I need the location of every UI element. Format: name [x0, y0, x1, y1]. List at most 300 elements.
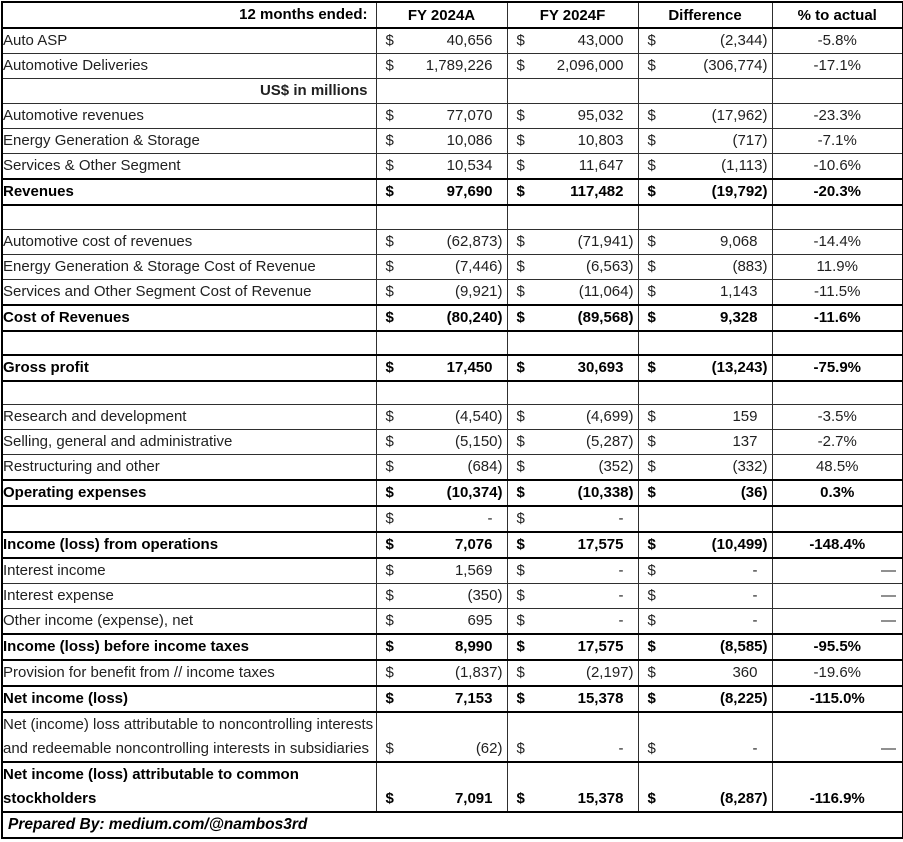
cell-fy2024a: [376, 279, 507, 305]
cell-label: Services and Other Segment Cost of Revenue: [2, 279, 376, 305]
amount-value: (8,585): [719, 638, 768, 655]
cell-fy2024f: [507, 712, 638, 762]
cell-pct-to-actual: -115.0%: [772, 686, 903, 712]
currency-symbol: $: [647, 32, 656, 49]
cell-fy2024a: [376, 54, 507, 79]
cell-fy2024f: [507, 609, 638, 635]
money-cell: [377, 306, 507, 330]
currency-symbol: $: [516, 257, 525, 275]
amount-value: (350): [467, 587, 503, 604]
amount-value: -: [752, 740, 758, 757]
money-cell: [639, 255, 772, 279]
cell-label: Operating expenses: [2, 480, 376, 506]
money-cell: [508, 180, 638, 204]
cell-fy2024a: [376, 104, 507, 129]
cell-fy2024a: [376, 154, 507, 180]
cell-difference: [638, 331, 772, 355]
cell-pct-to-actual: -5.8%: [772, 28, 903, 54]
amount-value: 7,076: [454, 536, 493, 553]
amount-value: 43,000: [577, 32, 624, 49]
currency-symbol: $: [385, 57, 394, 74]
amount-value: (5,287): [585, 433, 634, 450]
currency-symbol: $: [647, 458, 656, 475]
amount-value: (10,338): [577, 484, 634, 501]
header-col-pct-to-actual: % to actual: [772, 2, 903, 28]
currency-symbol: $: [647, 790, 656, 807]
amount-value: -: [618, 562, 624, 579]
amount-value: (684): [467, 458, 503, 475]
money-cell: [639, 405, 772, 429]
amount-value: 77,070: [446, 107, 493, 124]
cell-pct-to-actual: -11.6%: [772, 305, 903, 331]
currency-symbol: $: [516, 107, 525, 124]
cell-fy2024a: [376, 381, 507, 405]
cell-fy2024f: [507, 634, 638, 660]
money-cell: [508, 280, 638, 304]
money-cell: [377, 29, 507, 53]
currency-symbol: $: [647, 157, 656, 174]
cell-difference: [638, 430, 772, 455]
money-cell: [639, 356, 772, 380]
amount-value: (89,568): [577, 308, 634, 326]
cell-pct-to-actual: -116.9%: [772, 762, 903, 812]
money-cell: [377, 356, 507, 380]
amount-value: 15,378: [577, 690, 624, 707]
cell-fy2024a: [376, 686, 507, 712]
currency-symbol: $: [385, 638, 394, 655]
currency-symbol: $: [516, 57, 525, 74]
money-cell: [639, 481, 772, 505]
cell-pct-to-actual: -10.6%: [772, 154, 903, 180]
cell-fy2024f: [507, 480, 638, 506]
money-cell: [639, 129, 772, 153]
cell-label: Provision for benefit from // income taxes: [2, 660, 376, 686]
money-cell: [377, 455, 507, 479]
cell-fy2024a: [376, 129, 507, 154]
currency-symbol: $: [385, 664, 394, 681]
money-cell: [508, 230, 638, 254]
cell-difference: [638, 762, 772, 812]
currency-symbol: $: [647, 433, 656, 450]
cell-fy2024a: [376, 455, 507, 481]
currency-symbol: $: [647, 282, 656, 300]
money-cell: [639, 54, 772, 78]
amount-value: 8,990: [454, 638, 493, 655]
money-cell: [377, 609, 507, 633]
cell-label: Automotive Deliveries: [2, 54, 376, 79]
money-cell: [377, 280, 507, 304]
amount-value: (80,240): [446, 308, 503, 326]
currency-symbol: $: [516, 308, 525, 326]
table-row: [2, 506, 903, 532]
table-row: [2, 532, 903, 558]
cell-pct-to-actual: -23.3%: [772, 104, 903, 129]
cell-fy2024f: [507, 205, 638, 229]
money-cell: [508, 104, 638, 128]
cell-fy2024f: [507, 254, 638, 279]
currency-symbol: $: [516, 510, 525, 527]
currency-symbol: $: [516, 562, 525, 579]
cell-difference: [638, 405, 772, 430]
cell-label: [2, 381, 376, 405]
currency-symbol: $: [385, 308, 394, 326]
cell-fy2024f: [507, 762, 638, 812]
cell-label: Research and development: [2, 405, 376, 430]
amount-value: (6,563): [585, 257, 634, 275]
amount-value: -: [752, 587, 758, 604]
currency-symbol: $: [516, 536, 525, 553]
cell-label: [2, 506, 376, 532]
money-cell: [639, 154, 772, 178]
amount-value: -: [752, 612, 758, 629]
amount-value: (62): [475, 740, 503, 757]
table-row: [2, 355, 903, 381]
cell-pct-to-actual: -14.4%: [772, 229, 903, 254]
money-cell: [639, 687, 772, 711]
cell-fy2024a: [376, 331, 507, 355]
amount-value: 137: [732, 433, 758, 450]
cell-difference: [638, 558, 772, 584]
cell-label: Other income (expense), net: [2, 609, 376, 635]
cell-fy2024a: [376, 480, 507, 506]
amount-value: 11,647: [578, 157, 624, 174]
cell-fy2024f: [507, 179, 638, 205]
prepared-by-credit: Prepared By: medium.com/@nambos3rd: [2, 812, 903, 838]
cell-pct-to-actual: [772, 506, 903, 532]
table-row: [2, 660, 903, 686]
cell-pct-to-actual: -19.6%: [772, 660, 903, 686]
money-cell: [377, 661, 507, 685]
cell-difference: [638, 104, 772, 129]
table-row: [2, 381, 903, 405]
cell-pct-to-actual: 11.9%: [772, 254, 903, 279]
currency-symbol: $: [647, 587, 656, 604]
cell-fy2024a: [376, 79, 507, 104]
currency-symbol: $: [516, 612, 525, 629]
money-cell: [639, 104, 772, 128]
table-row: [2, 712, 903, 762]
currency-symbol: $: [385, 536, 394, 553]
money-cell: [508, 481, 638, 505]
money-cell: [508, 507, 638, 531]
cell-difference: [638, 279, 772, 305]
amount-value: (1,837): [454, 664, 503, 681]
money-cell: [377, 104, 507, 128]
table-row: [2, 305, 903, 331]
table-row: [2, 54, 903, 79]
table-row: [2, 686, 903, 712]
currency-symbol: $: [385, 107, 394, 124]
amount-value: (17,962): [711, 107, 768, 124]
money-cell: [377, 180, 507, 204]
cell-label: [2, 205, 376, 229]
cell-fy2024f: [507, 279, 638, 305]
cell-difference: [638, 609, 772, 635]
cell-fy2024a: [376, 229, 507, 254]
cell-label: Interest income: [2, 558, 376, 584]
currency-symbol: $: [647, 57, 656, 74]
cell-fy2024a: [376, 660, 507, 686]
cell-label: Income (loss) before income taxes: [2, 634, 376, 660]
cell-difference: [638, 355, 772, 381]
cell-label: Net (income) loss attributable to noncontrolling interests and redeemable noncontrolling interests in subsidiaries: [2, 712, 376, 762]
cell-fy2024a: [376, 558, 507, 584]
money-cell: [508, 430, 638, 454]
cell-difference: [638, 229, 772, 254]
cell-difference: [638, 660, 772, 686]
table-row: [2, 104, 903, 129]
cell-pct-to-actual: -17.1%: [772, 54, 903, 79]
cell-difference: [638, 254, 772, 279]
money-cell: [639, 609, 772, 633]
amount-value: (2,197): [585, 664, 634, 681]
cell-fy2024f: [507, 355, 638, 381]
money-cell: [377, 129, 507, 153]
cell-fy2024a: [376, 305, 507, 331]
money-cell: [508, 661, 638, 685]
cell-label: Net income (loss) attributable to common stockholders: [2, 762, 376, 812]
cell-pct-to-actual: -2.7%: [772, 430, 903, 455]
cell-pct-to-actual: —: [772, 609, 903, 635]
table-row: [2, 405, 903, 430]
amount-value: (2,344): [719, 32, 768, 49]
money-cell: [639, 787, 772, 811]
amount-value: (883): [732, 257, 768, 275]
cell-pct-to-actual: 0.3%: [772, 480, 903, 506]
money-cell: [508, 129, 638, 153]
header-col-fy2024a: FY 2024A: [376, 2, 507, 28]
cell-fy2024a: [376, 405, 507, 430]
cell-label: Net income (loss): [2, 686, 376, 712]
cell-difference: [638, 28, 772, 54]
table-row: [2, 331, 903, 355]
currency-symbol: $: [516, 32, 525, 49]
amount-value: (7,446): [454, 257, 503, 275]
currency-symbol: $: [516, 587, 525, 604]
money-cell: [377, 687, 507, 711]
cell-label: Services & Other Segment: [2, 154, 376, 180]
table-row: [2, 584, 903, 609]
currency-symbol: $: [647, 257, 656, 275]
currency-symbol: $: [385, 157, 394, 174]
table-row: [2, 609, 903, 635]
cell-pct-to-actual: [772, 79, 903, 104]
table-footer-row: [2, 812, 903, 838]
currency-symbol: $: [647, 358, 656, 376]
cell-label: Automotive cost of revenues: [2, 229, 376, 254]
table-row: [2, 254, 903, 279]
currency-symbol: $: [647, 664, 656, 681]
currency-symbol: $: [385, 132, 394, 149]
money-cell: [508, 54, 638, 78]
header-col-difference: Difference: [638, 2, 772, 28]
cell-difference: [638, 129, 772, 154]
money-cell: [639, 737, 772, 761]
table-row: [2, 179, 903, 205]
cell-pct-to-actual: 48.5%: [772, 455, 903, 481]
currency-symbol: $: [647, 183, 656, 200]
cell-label: Cost of Revenues: [2, 305, 376, 331]
cell-pct-to-actual: -95.5%: [772, 634, 903, 660]
currency-symbol: $: [647, 740, 656, 757]
amount-value: (9,921): [454, 282, 503, 300]
currency-symbol: $: [385, 183, 394, 200]
currency-symbol: $: [516, 282, 525, 300]
money-cell: [508, 559, 638, 583]
amount-value: (1,113): [721, 157, 768, 174]
cell-label: Gross profit: [2, 355, 376, 381]
currency-symbol: $: [385, 282, 394, 300]
currency-symbol: $: [516, 664, 525, 681]
money-cell: [377, 559, 507, 583]
cell-fy2024a: [376, 634, 507, 660]
cell-difference: [638, 634, 772, 660]
cell-label: Energy Generation & Storage: [2, 129, 376, 154]
cell-fy2024f: [507, 79, 638, 104]
table-row: [2, 129, 903, 154]
table-row: [2, 558, 903, 584]
amount-value: (13,243): [711, 358, 768, 376]
cell-pct-to-actual: -20.3%: [772, 179, 903, 205]
currency-symbol: $: [385, 408, 394, 425]
currency-symbol: $: [647, 638, 656, 655]
amount-value: (717): [732, 132, 768, 149]
cell-fy2024f: [507, 229, 638, 254]
cell-label: Automotive revenues: [2, 104, 376, 129]
cell-difference: [638, 79, 772, 104]
cell-pct-to-actual: [772, 381, 903, 405]
currency-symbol: $: [516, 740, 525, 757]
money-cell: [639, 584, 772, 608]
amount-value: 7,153: [454, 690, 493, 707]
money-cell: [377, 230, 507, 254]
financial-statement-sheet: [0, 1, 903, 842]
amount-value: 10,803: [577, 132, 624, 149]
cell-pct-to-actual: —: [772, 558, 903, 584]
money-cell: [639, 230, 772, 254]
currency-symbol: $: [516, 638, 525, 655]
table-row: [2, 430, 903, 455]
cell-fy2024a: [376, 430, 507, 455]
money-cell: [508, 609, 638, 633]
cell-fy2024a: [376, 355, 507, 381]
cell-label: Energy Generation & Storage Cost of Revenue: [2, 254, 376, 279]
money-cell: [508, 737, 638, 761]
table-row: [2, 634, 903, 660]
cell-label: Revenues: [2, 179, 376, 205]
money-cell: [508, 154, 638, 178]
cell-fy2024f: [507, 455, 638, 481]
header-period-label: 12 months ended:: [2, 2, 376, 28]
money-cell: [508, 635, 638, 659]
cell-fy2024f: [507, 305, 638, 331]
cell-difference: [638, 532, 772, 558]
amount-value: 360: [732, 664, 758, 681]
money-cell: [639, 306, 772, 330]
currency-symbol: $: [516, 433, 525, 450]
currency-symbol: $: [647, 107, 656, 124]
money-cell: [377, 430, 507, 454]
currency-symbol: $: [516, 132, 525, 149]
money-cell: [377, 533, 507, 557]
cell-difference: [638, 54, 772, 79]
cell-fy2024a: [376, 254, 507, 279]
amount-value: -: [618, 740, 624, 757]
cell-fy2024a: [376, 179, 507, 205]
cell-fy2024f: [507, 430, 638, 455]
currency-symbol: $: [385, 690, 394, 707]
cell-fy2024a: [376, 762, 507, 812]
cell-pct-to-actual: —: [772, 584, 903, 609]
cell-fy2024a: [376, 712, 507, 762]
cell-fy2024f: [507, 381, 638, 405]
amount-value: 17,450: [446, 358, 493, 376]
currency-symbol: $: [516, 183, 525, 200]
money-cell: [377, 635, 507, 659]
amount-value: (11,064): [578, 282, 634, 300]
amount-value: (8,287): [719, 790, 768, 807]
money-cell: [508, 533, 638, 557]
money-cell: [377, 584, 507, 608]
cell-label: Restructuring and other: [2, 455, 376, 481]
cell-difference: [638, 205, 772, 229]
cell-fy2024f: [507, 532, 638, 558]
money-cell: [508, 29, 638, 53]
amount-value: 97,690: [446, 183, 493, 200]
money-cell: [508, 687, 638, 711]
cell-fy2024f: [507, 331, 638, 355]
amount-value: (10,374): [446, 484, 503, 501]
currency-symbol: $: [385, 484, 394, 501]
table-row: [2, 229, 903, 254]
cell-fy2024f: [507, 584, 638, 609]
cell-fy2024f: [507, 686, 638, 712]
currency-symbol: $: [516, 232, 525, 250]
currency-symbol: $: [647, 612, 656, 629]
money-cell: [508, 455, 638, 479]
currency-symbol: $: [516, 458, 525, 475]
money-cell: [508, 306, 638, 330]
money-cell: [639, 661, 772, 685]
currency-symbol: $: [385, 740, 394, 757]
currency-symbol: $: [647, 484, 656, 501]
currency-symbol: $: [647, 562, 656, 579]
cell-fy2024f: [507, 558, 638, 584]
table-row: [2, 762, 903, 812]
cell-label: [2, 331, 376, 355]
amount-value: 10,086: [446, 132, 493, 149]
currency-symbol: $: [385, 358, 394, 376]
amount-value: (352): [598, 458, 634, 475]
cell-label: US$ in millions: [2, 79, 376, 104]
currency-symbol: $: [385, 612, 394, 629]
money-cell: [508, 584, 638, 608]
cell-pct-to-actual: [772, 331, 903, 355]
cell-label: Interest expense: [2, 584, 376, 609]
amount-value: (19,792): [711, 183, 768, 200]
cell-difference: [638, 305, 772, 331]
cell-fy2024f: [507, 129, 638, 154]
cell-difference: [638, 154, 772, 180]
currency-symbol: $: [385, 562, 394, 579]
financial-table: [1, 1, 903, 839]
currency-symbol: $: [647, 232, 656, 250]
cell-difference: [638, 455, 772, 481]
amount-value: (5,150): [454, 433, 503, 450]
cell-difference: [638, 584, 772, 609]
cell-fy2024a: [376, 506, 507, 532]
money-cell: [508, 255, 638, 279]
